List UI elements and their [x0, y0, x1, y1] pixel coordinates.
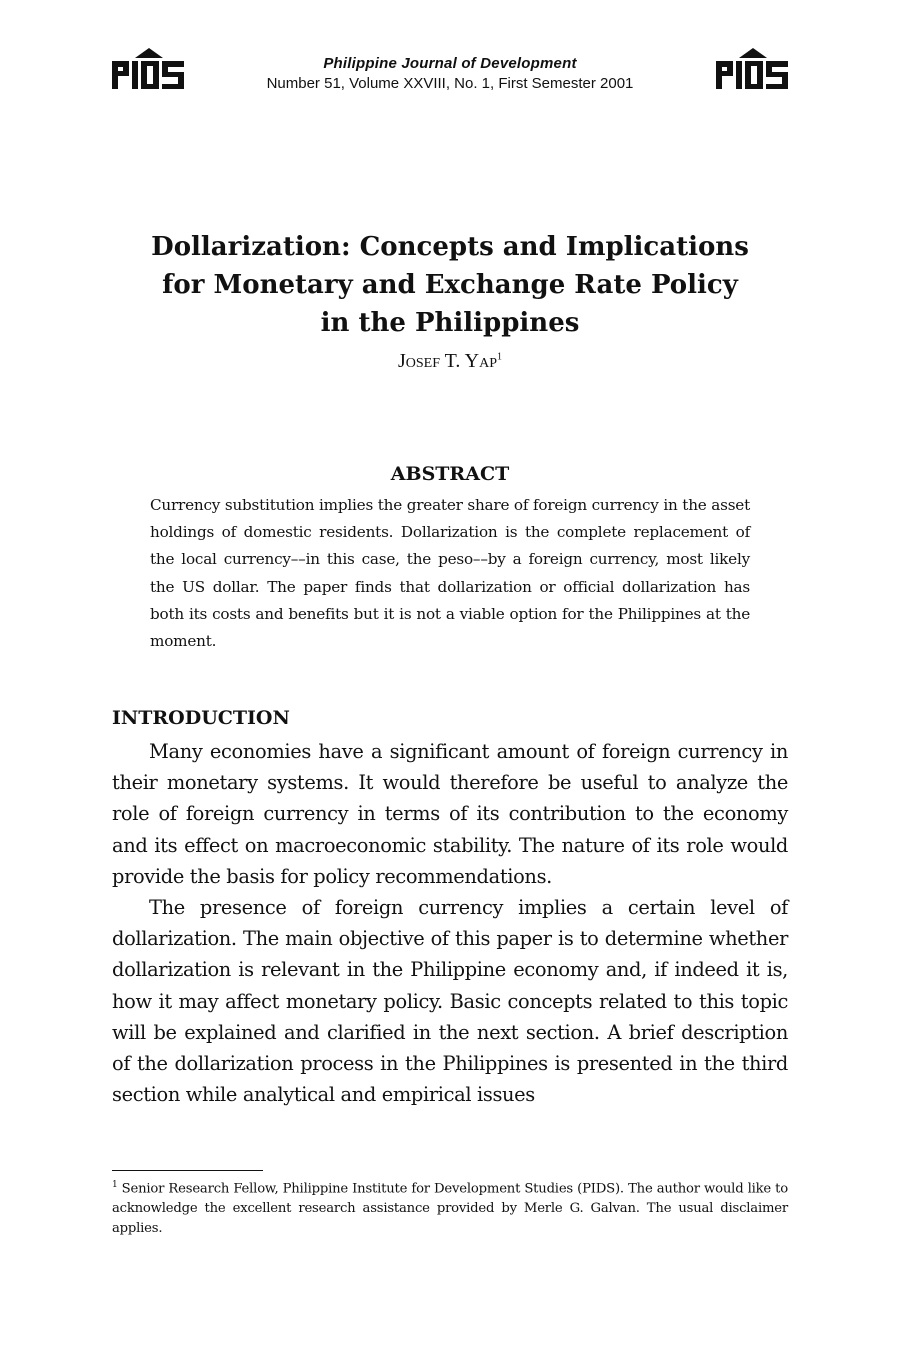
abstract-heading: ABSTRACT — [390, 463, 510, 485]
title-line: Dollarization: Concepts and Implications — [151, 232, 749, 262]
abstract-text: Currency substitution implies the greater share of foreign currency in the asset holdings of domestic residents. Dollarization is the complete replacement of the local currency––in this case, the peso––by a foreign currency, most likely the US dollar. The paper finds that dollarization or official dollarization has both its costs and benefits but it is not a viable option for the Philippines at the moment. — [150, 496, 750, 651]
journal-header — [180, 54, 720, 94]
footnote-divider — [112, 1170, 263, 1171]
footnote — [112, 1175, 788, 1239]
footnote-text: Senior Research Fellow, Philippine Institute for Development Studies (PIDS). The author would like to acknowledge the excellent research assistance provided by Merle G. Galvan. The usual disclaimer applies. — [112, 1181, 788, 1237]
title-line: in the Philippines — [320, 308, 580, 338]
introduction-heading: INTRODUCTION — [112, 707, 290, 729]
journal-issue: Number 51, Volume XXVIII, No. 1, First Semester 2001 — [266, 75, 634, 92]
introduction-body — [112, 736, 788, 1110]
pids-logo-left — [112, 48, 186, 90]
title-line: for Monetary and Exchange Rate Policy — [162, 270, 738, 300]
journal-name: Philippine Journal of Development — [323, 55, 577, 72]
paragraph: Many economies have a significant amount of foreign currency in their monetary systems. It would therefore be useful to analyze the role of foreign currency in terms of its contribution to the economy and its effect on macroeconomic stability. The nature of its role would provide the basis for policy recommendations. — [112, 740, 788, 888]
author-name — [250, 350, 650, 373]
author-text: Josef T. Yap — [398, 350, 497, 372]
footnote-mark: 1 — [112, 1180, 118, 1190]
paragraph: The presence of foreign currency implies a certain level of dollarization. The main objective of this paper is to determine whether dollarization is relevant in the Philippine economy and, if indeed it is, how it may affect monetary policy. Basic concepts related to this topic will be explained and clarified in the next section. A brief description of the dollarization process in the Philippines is presented in the third section while analytical and empirical issues — [112, 896, 788, 1107]
author-footnote-mark[interactable]: 1 — [497, 351, 502, 363]
pids-logo-right — [716, 48, 790, 90]
article-title — [110, 228, 790, 342]
